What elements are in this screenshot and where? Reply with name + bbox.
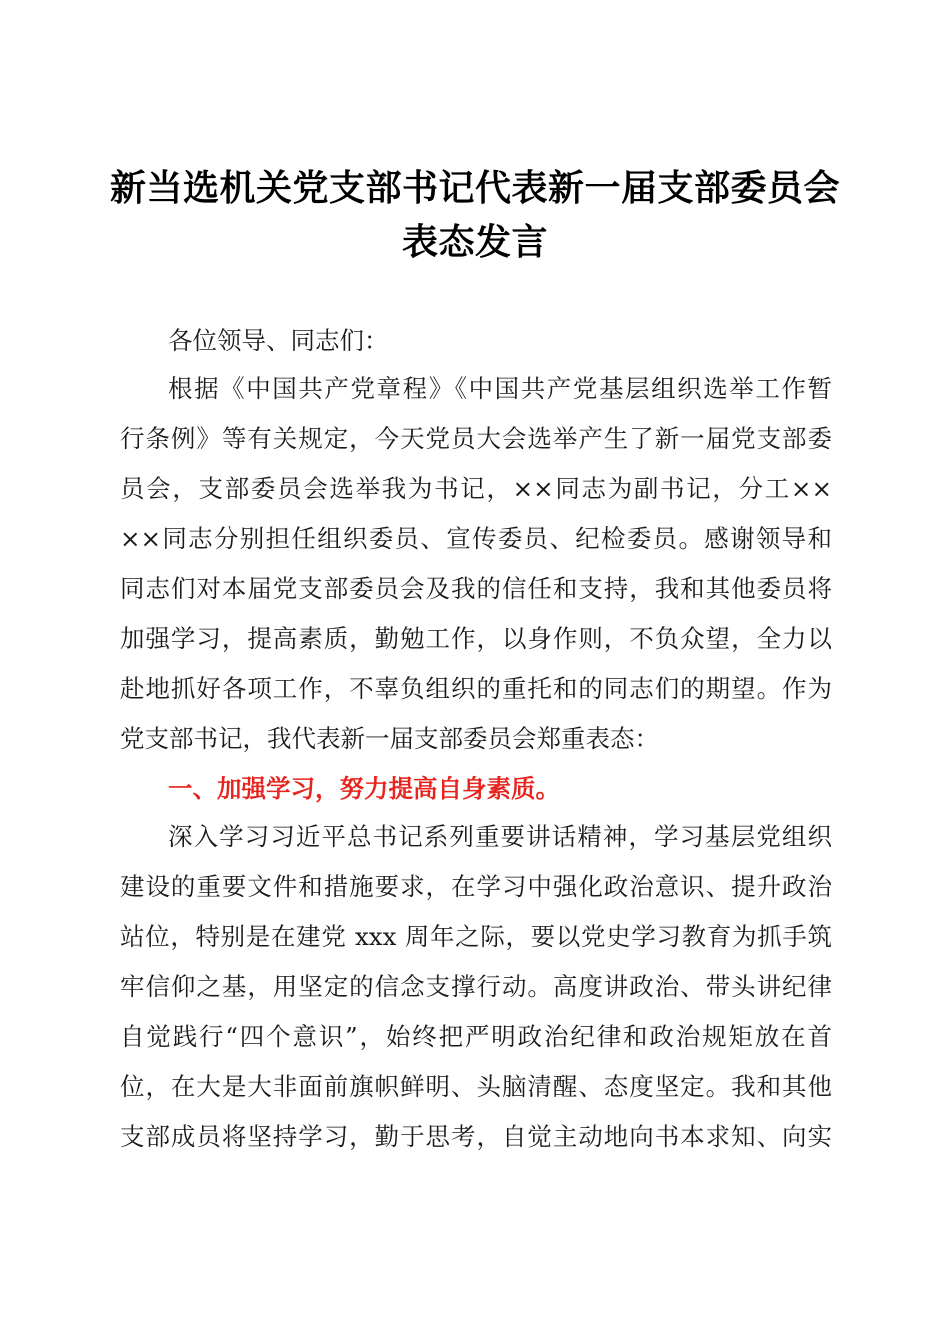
section-heading-1 <box>168 764 828 814</box>
paragraph-line: 自觉践行“四个意识”，始终把严明政治纪律和政治规矩放在首 <box>120 1022 832 1051</box>
paragraph-line: 根据《中国共产党章程》《中国共产党基层组织选举工作暂 <box>168 374 832 403</box>
paragraph-2 <box>120 812 832 1162</box>
greeting <box>168 316 828 366</box>
paragraph-line: 党支部书记，我代表新一届支部委员会郑重表态： <box>120 724 659 753</box>
paragraph-line: 支部成员将坚持学习，勤于思考，自觉主动地向书本求知、向实 <box>120 1122 832 1151</box>
paragraph-1 <box>120 364 832 764</box>
paragraph-line: 加强学习，提高素质，勤勉工作，以身作则，不负众望，全力以 <box>120 624 832 653</box>
paragraph-line: 建设的重要文件和措施要求，在学习中强化政治意识、提升政治 <box>120 872 832 901</box>
paragraph-line: ××同志分别担任组织委员、宣传委员、纪检委员。感谢领导和 <box>120 524 832 553</box>
greeting-text: 各位领导、同志们： <box>168 326 389 355</box>
document-title-line-2: 表态发言 <box>401 221 548 263</box>
paragraph-line: 牢信仰之基，用坚定的信念支撑行动。高度讲政治、带头讲纪律 <box>120 972 832 1001</box>
section-heading-text: 一、加强学习，努力提高自身素质。 <box>168 774 560 803</box>
paragraph-line: 站位，特别是在建党 xxx 周年之际，要以党史学习教育为抓手筑 <box>120 922 832 951</box>
paragraph-line: 位，在大是大非面前旗帜鲜明、头脑清醒、态度坚定。我和其他 <box>120 1072 832 1101</box>
paragraph-line: 同志们对本届党支部委员会及我的信任和支持，我和其他委员将 <box>120 574 832 603</box>
paragraph-line: 深入学习习近平总书记系列重要讲话精神，学习基层党组织 <box>168 822 832 851</box>
document-title-line-1: 新当选机关党支部书记代表新一届支部委员会 <box>110 167 841 209</box>
paragraph-line: 行条例》等有关规定，今天党员大会选举产生了新一届党支部委 <box>120 424 832 453</box>
paragraph-line: 赴地抓好各项工作，不辜负组织的重托和的同志们的期望。作为 <box>120 674 832 703</box>
paragraph-line: 员会，支部委员会选举我为书记，××同志为副书记，分工×× <box>120 474 832 503</box>
